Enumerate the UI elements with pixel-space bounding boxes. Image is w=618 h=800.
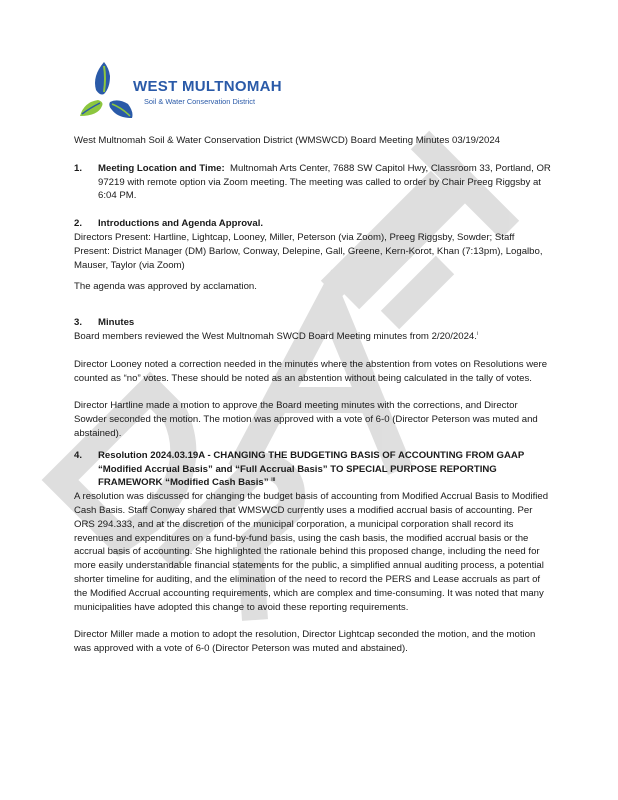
resolution-motion-paragraph: Director Miller made a motion to adopt the resolution, Director Lightcap seconded the motion, and the motion was approved with a vote of 6-0 (Director Peterson was muted and abstained). bbox=[74, 629, 536, 655]
section-heading: Resolution 2024.03.19A - CHANGING THE BUDGETING BASIS OF ACCOUNTING FROM GAAP “Modified Accrual Basis” and “Full Accrual Basis” TO SPECIAL PURPOSE REPORTING FRAMEWORK “Modified Cash Basis” bbox=[98, 449, 525, 489]
attendance-paragraph: Directors Present: Hartline, Lightcap, Looney, Miller, Peterson (via Zoom), Preeg Riggsby, Sowder; Staff Present: District Manager (DM) Barlow, Conway, Delepine, Gall, Greene, Kern-Korot, Khan (7:13pm), Logalbo, Mauser, Taylor (via Zoom) bbox=[74, 231, 543, 271]
section-body: Multnomah Arts Center, 7688 SW Capitol Hwy, Classroom 33, Portland, OR 97219 with remote option via Zoom meeting. The meeting was called to order by Chair Preeg Riggsby at 6:04 PM. bbox=[98, 162, 551, 202]
agenda-approval-paragraph: The agenda was approved by acclamation. bbox=[74, 281, 257, 293]
section-number: 1. bbox=[74, 162, 83, 174]
logo-subtitle: Soil & Water Conservation District bbox=[144, 97, 256, 106]
motion-paragraph: Director Hartline made a motion to approve the Board meeting minutes with the corrections, and Director Sowder seconded the motion. The motion was approved with a vote of 6-0 (Director Peterson was muted and abstained). bbox=[74, 400, 538, 439]
section-number: 2. bbox=[74, 218, 83, 230]
section-heading: Introductions and Agenda Approval. bbox=[98, 218, 264, 230]
minutes-review-paragraph: Board members reviewed the West Multnomah SWCD Board Meeting minutes from 2/20/2024.$^i$ bbox=[74, 330, 479, 342]
section-meeting-location bbox=[74, 162, 552, 203]
organization-logo bbox=[76, 58, 286, 124]
logo-title: WEST MULTNOMAH bbox=[133, 78, 282, 95]
minutes-content bbox=[74, 134, 552, 656]
section-minutes bbox=[74, 316, 552, 330]
section-resolution bbox=[74, 449, 552, 490]
section-number: 3. bbox=[74, 317, 83, 329]
section-heading: Minutes bbox=[98, 317, 135, 329]
footnote-mark[interactable]: iii bbox=[271, 477, 276, 484]
section-number: 4. bbox=[74, 449, 83, 461]
section-introductions bbox=[74, 217, 552, 231]
leaf-trefoil-icon bbox=[76, 58, 136, 124]
resolution-discussion-paragraph: A resolution was discussed for changing the budget basis of accounting from Modified Accrual Basis to Modified Cash Basis. Staff Conway shared that WMSWCD currently uses a modified accrual basis of accounting. Per ORS 294.333, and at the discretion of the municipal corporation, a municipal corporation shall record its revenues and expenditures on a fund-by-fund basis, using the cash basis, the modified accrual basis or the accrual basis of accounting. She highlighted the rationale behind this proposed change, including the need for more easily understandable financial statements for the public, a simplified annual auditing process, a potential shorter timeline for auditing, and the elimination of the need to record the PERS and Lease accruals as part of the Modified Accrual accounting requirements, which are complex and time-consuming. It was noted that many municipalities have adopted this change to avoid these reporting requirements. bbox=[74, 491, 549, 613]
correction-paragraph: Director Looney noted a correction needed in the minutes where the abstention from votes on Resolutions were counted as “no” votes. These should be noted as an abstention without being calculated in the tally of votes. bbox=[74, 358, 548, 384]
footnote-mark[interactable]: i bbox=[476, 330, 479, 337]
section-heading: Meeting Location and Time: bbox=[98, 162, 225, 174]
document-title: West Multnomah Soil & Water Conservation District (WMSWCD) Board Meeting Minutes 03/19/2024 bbox=[74, 135, 501, 146]
